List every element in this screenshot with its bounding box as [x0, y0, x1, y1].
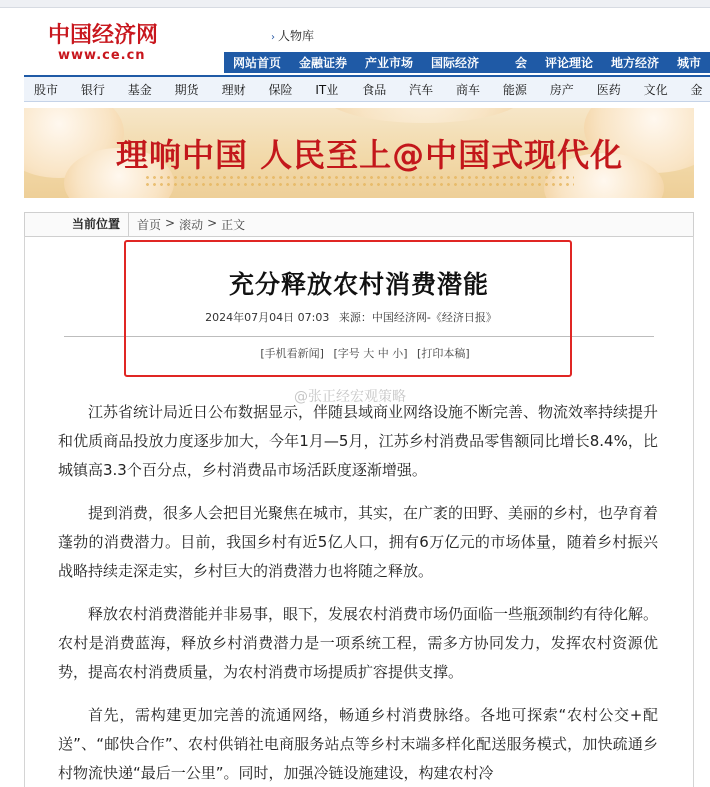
nav-item[interactable]: 商车: [456, 82, 481, 97]
arrow-right-icon: ›: [271, 32, 275, 43]
logo-text: 中国经济网: [48, 22, 159, 48]
logo-url: www.ce.cn: [58, 48, 146, 63]
nav-item[interactable]: 金: [690, 82, 703, 97]
browser-top-strip: [0, 0, 710, 8]
nav-item[interactable]: 汽车: [409, 82, 434, 97]
mobile-view-link[interactable]: [手机看新闻]: [260, 347, 324, 360]
nav-item[interactable]: 会: [514, 56, 527, 70]
article-title: 充分释放农村消费潜能: [228, 270, 489, 299]
nav-item[interactable]: 地方经济: [610, 56, 659, 70]
cloud-decoration: [324, 108, 524, 123]
breadcrumb-home[interactable]: 首页: [137, 218, 162, 232]
primary-nav: [224, 52, 710, 73]
breadcrumb-separator: >: [207, 216, 218, 230]
nav-item[interactable]: 理财: [221, 82, 246, 97]
article-paragraph: 首先，需构建更加完善的流通网络，畅通乡村消费脉络。各地可探索“农村公交+配送”、“邮快合作”、农村供销社电商服务站点等乡村末端多样化配送服务模式，加快疏通乡村物流快递“最后一公里”。同时，加强冷链设施建设，构建农村冷: [58, 706, 658, 782]
nav-item[interactable]: 产业市场: [365, 56, 414, 70]
breadcrumb-current: 正文: [221, 218, 246, 232]
slogan-part2: 人民至上@中国式现代化: [260, 136, 624, 174]
font-size-control[interactable]: [字号 大 中 小]: [333, 347, 408, 360]
article-source: 来源：中国经济网-《经济日报》: [338, 311, 497, 324]
nav-item[interactable]: 城市: [676, 56, 701, 70]
breadcrumb-trail: [129, 216, 245, 233]
article-paragraph: 提到消费，很多人会把目光聚焦在城市，其实，在广袤的田野、美丽的乡村，也孕育着蓬勃的消费潜力。目前，我国乡村有近5亿人口，拥有6万亿元的市场体量，随着乡村振兴战略持续走深走实，乡村巨大的消费潜力也将随之释放。: [58, 504, 659, 580]
nav-item[interactable]: 医药: [596, 82, 621, 97]
nav-item[interactable]: 食品: [362, 82, 387, 97]
channel-label: 人物库: [278, 29, 315, 43]
channel-link[interactable]: [271, 27, 314, 44]
watermark-text: @张正经宏观策略: [294, 389, 406, 405]
article-paragraph: 江苏省统计局近日公布数据显示，伴随县域商业网络设施不断完善、物流效率持续提升和优质商品投放力度逐步加大，今年1月—5月，江苏乡村消费品零售额同比增长8.4%，比城镇高3.3个百分点，乡村消费品市场活跃度逐渐增强。: [58, 403, 659, 479]
nav-item[interactable]: 保险: [268, 82, 293, 97]
promo-banner[interactable]: [24, 108, 694, 198]
nav-item[interactable]: 网站首页: [233, 56, 282, 70]
breadcrumb: [24, 212, 694, 237]
breadcrumb-separator: >: [165, 216, 176, 230]
highlight-annotation-box: [124, 240, 572, 377]
banner-slogan: [116, 130, 623, 176]
nav-item[interactable]: 期货: [174, 82, 199, 97]
article-body: [58, 398, 658, 787]
dot-pattern: [144, 174, 574, 188]
nav-item[interactable]: 能源: [502, 82, 527, 97]
secondary-nav: [24, 75, 710, 102]
site-logo[interactable]: [48, 22, 168, 68]
nav-item[interactable]: 房产: [549, 82, 574, 97]
article-paragraph: 释放农村消费潜能并非易事，眼下，发展农村消费市场仍面临一些瓶颈制约有待化解。农村是消费蓝海，释放乡村消费潜力是一项系统工程，需多方协同发力，发挥农村资源优势，提高农村消费质量，为农村消费市场提质扩容提供支撑。: [58, 605, 659, 681]
nav-item[interactable]: IT业: [315, 82, 339, 97]
nav-item[interactable]: 金融证券: [299, 56, 348, 70]
slogan-part1: 理响中国: [116, 136, 249, 174]
article-datetime: 2024年07月04日 07:03: [205, 311, 330, 324]
nav-item[interactable]: 评论理论: [544, 56, 593, 70]
breadcrumb-scroll[interactable]: 滚动: [179, 218, 204, 232]
nav-item[interactable]: 银行: [80, 82, 105, 97]
print-link[interactable]: [打印本稿]: [417, 347, 470, 360]
nav-item[interactable]: 股市: [34, 82, 59, 97]
nav-item[interactable]: 文化: [643, 82, 668, 97]
nav-item[interactable]: 基金: [127, 82, 152, 97]
breadcrumb-label: 当前位置: [25, 213, 129, 236]
nav-item[interactable]: 国际经济: [431, 56, 480, 70]
